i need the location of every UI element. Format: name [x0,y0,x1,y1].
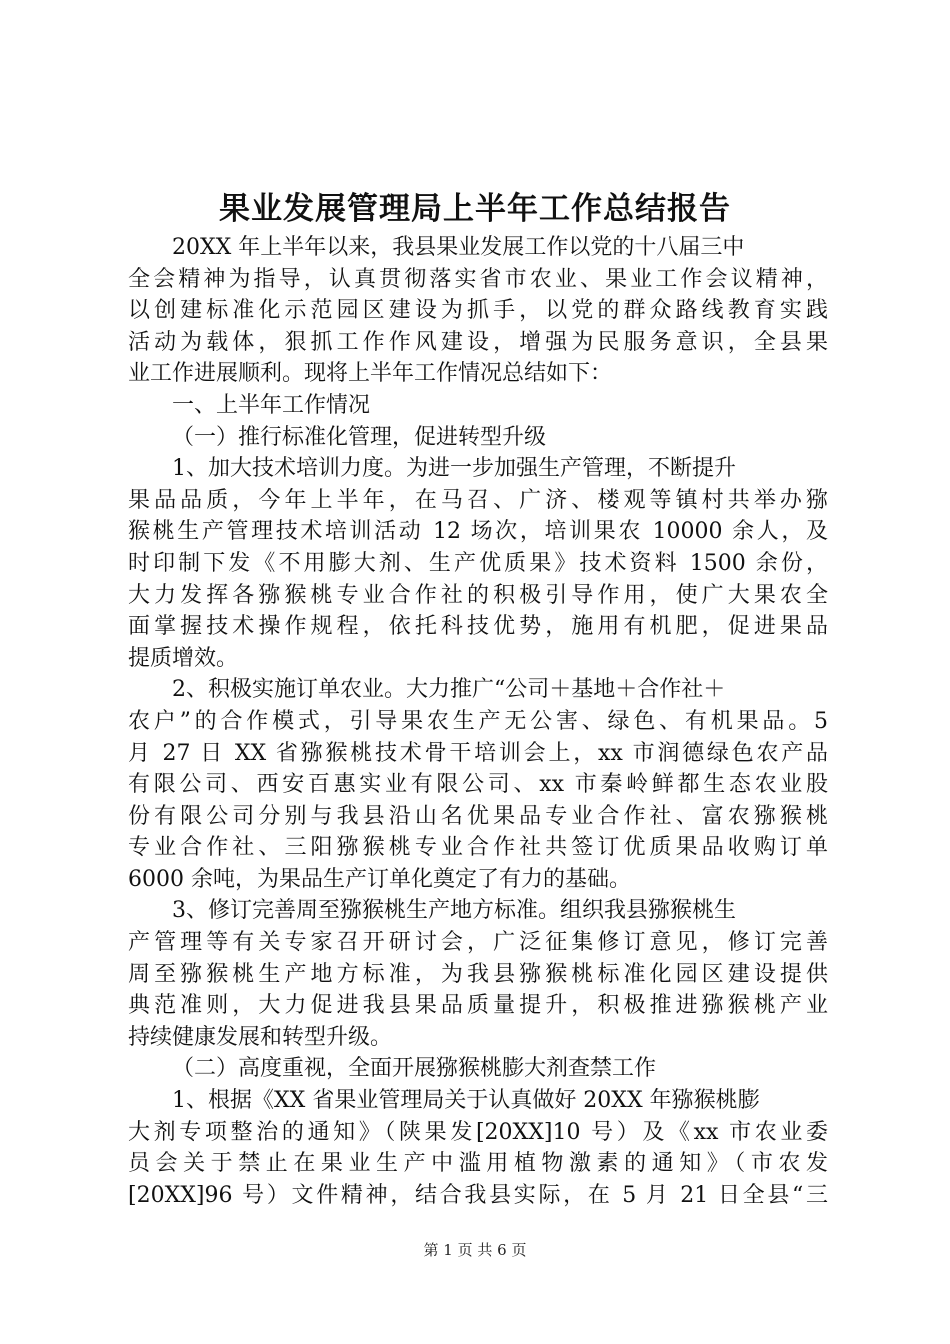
document-title: 果业发展管理局上半年工作总结报告 [219,191,731,227]
text-line: 典范准则，大力促进我县果品质量提升，积极推进猕猴桃产业 [128,993,828,1019]
document-body [128,232,828,1211]
text-line: 持续健康发展和转型升级。 [128,1024,393,1050]
text-line: 月 27 日 XX 省猕猴桃技术骨干培训会上，xx 市润德绿色农产品 [128,740,828,766]
subsection-heading: （二）高度重视，全面开展猕猴桃膨大剂查禁工作 [172,1056,657,1082]
text-line: 活动为载体，狠抓工作作风建设，增强为民服务意识，全县果 [128,329,828,355]
text-line: 1、根据《XX 省果业管理局关于认真做好 20XX 年猕猴桃膨 [172,1088,760,1114]
text-line: 提质增效。 [128,645,239,671]
text-line: 2、积极实施订单农业。大力推广“公司＋基地＋合作社＋ [172,677,726,703]
text-line: 时印制下发《不用膨大剂、生产优质果》技术资料 1500 余份， [128,550,828,576]
text-line: 大力发挥各猕猴桃专业合作社的积极引导作用，使广大果农全 [128,582,828,608]
text-line: 业工作进展顺利。现将上半年工作情况总结如下： [128,361,613,387]
text-line: 份有限公司分别与我县沿山名优果品专业合作社、富农猕猴桃 [128,803,828,829]
text-line: [20XX]96 号）文件精神，结合我县实际，在 5 月 21 日全县“三 [128,1182,828,1208]
text-line: 果品品质，今年上半年，在马召、广济、楼观等镇村共举办猕 [128,487,828,513]
text-line: 6000 余吨，为果品生产订单化奠定了有力的基础。 [128,866,631,892]
text-line: 周至猕猴桃生产地方标准，为我县猕猴桃标准化园区建设提供 [128,961,828,987]
section-heading: 一、上半年工作情况 [172,392,371,418]
text-line: 农户”的合作模式，引导果农生产无公害、绿色、有机果品。5 [128,708,828,734]
text-line: 面掌握技术操作规程，依托科技优势，施用有机肥，促进果品 [128,614,828,640]
text-line: 以创建标准化示范园区建设为抓手，以党的群众路线教育实践 [128,298,828,324]
text-line: 猴桃生产管理技术培训活动 12 场次，培训果农 10000 余人，及 [128,519,828,545]
text-line: 大剂专项整治的通知》（陕果发[20XX]10 号）及《xx 市农业委 [128,1119,828,1145]
text-line: 产管理等有关专家召开研讨会，广泛征集修订意见，修订完善 [128,930,828,956]
text-line: 20XX 年上半年以来，我县果业发展工作以党的十八届三中 [172,235,745,260]
text-line: 员会关于禁止在果业生产中滥用植物激素的通知》（市农发 [128,1151,828,1177]
subsection-heading: （一）推行标准化管理，促进转型升级 [172,424,547,450]
text-line: 1、加大技术培训力度。为进一步加强生产管理，不断提升 [172,456,736,482]
text-line: 有限公司、西安百惠实业有限公司、xx 市秦岭鲜都生态农业股 [128,772,828,798]
text-line: 3、修订完善周至猕猴桃生产地方标准。组织我县猕猴桃生 [172,898,736,924]
text-line: 全会精神为指导，认真贯彻落实省市农业、果业工作会议精神， [128,266,828,292]
page-number: 第 1 页 共 6 页 [423,1241,527,1259]
text-line: 专业合作社、三阳猕猴桃专业合作社共签订优质果品收购订单 [128,835,828,861]
